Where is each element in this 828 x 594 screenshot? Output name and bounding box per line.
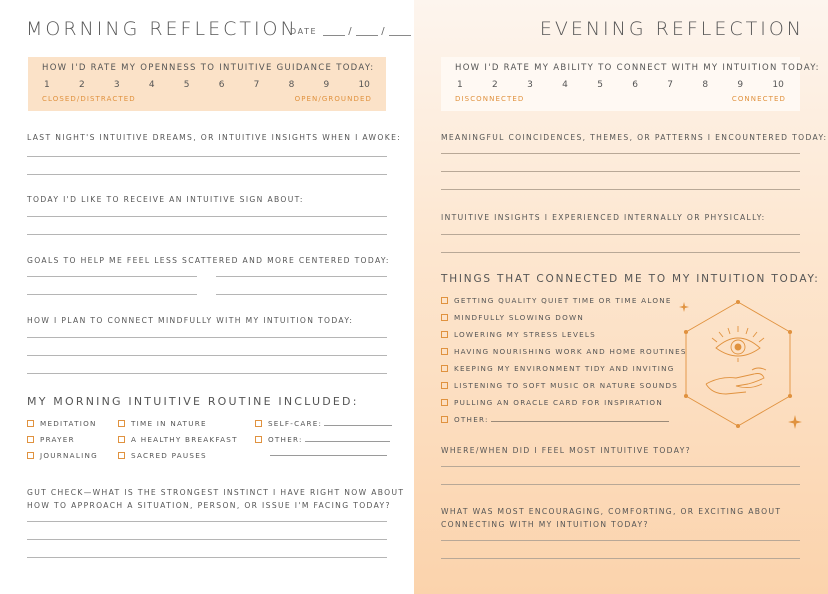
prompt-encouraging-line2: CONNECTING WITH MY INTUITION TODAY? bbox=[441, 520, 649, 529]
rating-option[interactable]: 10 bbox=[358, 80, 370, 90]
rating-option[interactable]: 8 bbox=[702, 80, 709, 90]
checkbox-label: LISTENING TO SOFT MUSIC OR NATURE SOUNDS bbox=[454, 381, 679, 390]
writing-line[interactable] bbox=[27, 174, 387, 175]
things-title: THINGS THAT CONNECTED ME TO MY INTUITION TODAY: bbox=[441, 273, 820, 285]
checkbox-routines[interactable] bbox=[441, 347, 687, 356]
checkbox-label: A HEALTHY BREAKFAST bbox=[131, 435, 238, 444]
rating-option[interactable]: 1 bbox=[457, 80, 463, 90]
checkbox-prayer[interactable] bbox=[27, 435, 75, 444]
rating-option[interactable]: 2 bbox=[492, 80, 498, 90]
date-label: DATE bbox=[290, 27, 318, 36]
rating-option[interactable]: 5 bbox=[597, 80, 603, 90]
checkbox-label: JOURNALING bbox=[40, 451, 98, 460]
checkbox-label: PULLING AN ORACLE CARD FOR INSPIRATION bbox=[454, 398, 663, 407]
rating-option[interactable]: 4 bbox=[148, 80, 155, 90]
rating-option[interactable]: 3 bbox=[527, 80, 533, 90]
rating-scale-ends bbox=[42, 95, 372, 103]
checkbox-icon[interactable] bbox=[27, 452, 34, 459]
writing-line[interactable] bbox=[27, 373, 387, 374]
rating-high-label: OPEN/GROUNDED bbox=[294, 95, 372, 103]
checkbox-label: SACRED PAUSES bbox=[131, 451, 207, 460]
writing-line[interactable] bbox=[441, 540, 800, 541]
writing-line[interactable] bbox=[27, 557, 387, 558]
writing-line[interactable] bbox=[27, 234, 387, 235]
writing-line[interactable] bbox=[27, 156, 387, 157]
checkbox-oracle-card[interactable] bbox=[441, 398, 663, 407]
rating-option[interactable]: 10 bbox=[772, 80, 784, 90]
writing-line[interactable] bbox=[216, 294, 387, 295]
page-title: EVENING REFLECTION bbox=[539, 18, 804, 40]
writing-line[interactable] bbox=[441, 466, 800, 467]
date-day-blank[interactable] bbox=[356, 27, 378, 36]
selfcare-blank[interactable] bbox=[324, 425, 392, 426]
other-blank-line[interactable] bbox=[270, 455, 387, 456]
checkbox-icon[interactable] bbox=[27, 420, 34, 427]
writing-line[interactable] bbox=[27, 276, 197, 277]
checkbox-other[interactable] bbox=[441, 415, 669, 424]
checkbox-stress[interactable] bbox=[441, 330, 596, 339]
checkbox-label: SELF-CARE: bbox=[268, 419, 323, 428]
rating-high-label: CONNECTED bbox=[731, 95, 786, 103]
checkbox-journaling[interactable] bbox=[27, 451, 98, 460]
rating-option[interactable]: 6 bbox=[218, 80, 225, 90]
four-point-star-icon bbox=[788, 415, 802, 429]
rating-option[interactable]: 7 bbox=[253, 80, 260, 90]
writing-line[interactable] bbox=[441, 189, 800, 190]
four-point-star-icon bbox=[679, 302, 689, 312]
rating-question: HOW I'D RATE MY OPENNESS TO INTUITIVE GUIDANCE TODAY: bbox=[42, 63, 375, 73]
writing-line[interactable] bbox=[441, 558, 800, 559]
checkbox-slowing-down[interactable] bbox=[441, 313, 584, 322]
checkbox-selfcare[interactable] bbox=[255, 419, 392, 428]
checkbox-icon[interactable] bbox=[255, 436, 262, 443]
writing-line[interactable] bbox=[27, 539, 387, 540]
rating-low-label: DISCONNECTED bbox=[455, 95, 525, 103]
checkbox-label: KEEPING MY ENVIRONMENT TIDY AND INVITING bbox=[454, 364, 675, 373]
prompt-goals: GOALS TO HELP ME FEEL LESS SCATTERED AND MORE CENTERED TODAY: bbox=[27, 256, 390, 265]
writing-line[interactable] bbox=[441, 252, 800, 253]
connection-rating-scale bbox=[441, 57, 820, 111]
routine-title: MY MORNING INTUITIVE ROUTINE INCLUDED: bbox=[27, 395, 359, 408]
checkbox-label: GETTING QUALITY QUIET TIME OR TIME ALONE bbox=[454, 296, 672, 305]
prompt-where-when: WHERE/WHEN DID I FEEL MOST INTUITIVE TODAY? bbox=[441, 446, 692, 455]
checkbox-label: LOWERING MY STRESS LEVELS bbox=[454, 330, 596, 339]
prompt-insights: INTUITIVE INSIGHTS I EXPERIENCED INTERNALLY OR PHYSICALLY: bbox=[441, 213, 766, 222]
rating-option[interactable]: 2 bbox=[78, 80, 85, 90]
checkbox-icon[interactable] bbox=[118, 452, 125, 459]
prompt-encouraging-line1: WHAT WAS MOST ENCOURAGING, COMFORTING, OR EXCITING ABOUT bbox=[441, 507, 782, 516]
checkbox-nature[interactable] bbox=[118, 419, 207, 428]
date-separator: / bbox=[381, 26, 387, 37]
prompt-plan: HOW I PLAN TO CONNECT MINDFULLY WITH MY INTUITION TODAY: bbox=[27, 316, 354, 325]
prompt-gut-check-line1: GUT CHECK—WHAT IS THE STRONGEST INSTINCT I HAVE RIGHT NOW ABOUT bbox=[27, 488, 405, 497]
checkbox-icon[interactable] bbox=[441, 416, 448, 423]
rating-option[interactable]: 1 bbox=[44, 80, 50, 90]
rating-option[interactable]: 5 bbox=[183, 80, 190, 90]
checkbox-label: PRAYER bbox=[40, 435, 75, 444]
date-field[interactable] bbox=[290, 27, 413, 36]
rating-option[interactable]: 9 bbox=[737, 80, 744, 90]
checkbox-breakfast[interactable] bbox=[118, 435, 238, 444]
writing-line[interactable] bbox=[216, 276, 387, 277]
checkbox-icon[interactable] bbox=[441, 399, 448, 406]
prompt-sign: TODAY I'D LIKE TO RECEIVE AN INTUITIVE SIGN ABOUT: bbox=[27, 195, 304, 204]
writing-line[interactable] bbox=[27, 294, 197, 295]
checkbox-quiet-time[interactable] bbox=[441, 296, 672, 305]
checkbox-icon[interactable] bbox=[441, 297, 448, 304]
rating-numbers bbox=[42, 80, 372, 90]
checkbox-label: OTHER: bbox=[268, 435, 303, 444]
date-separator: / bbox=[348, 26, 354, 37]
other-blank[interactable] bbox=[491, 421, 669, 422]
checkbox-label: OTHER: bbox=[454, 415, 489, 424]
checkbox-environment[interactable] bbox=[441, 364, 675, 373]
checkbox-icon[interactable] bbox=[441, 348, 448, 355]
hexagon-eye-hand-icon bbox=[676, 298, 800, 434]
checkbox-icon[interactable] bbox=[118, 436, 125, 443]
writing-line[interactable] bbox=[441, 171, 800, 172]
checkbox-icon[interactable] bbox=[255, 420, 262, 427]
prompt-gut-check-line2: HOW TO APPROACH A SITUATION, PERSON, OR ISSUE I'M FACING TODAY? bbox=[27, 501, 391, 510]
checkbox-label: TIME IN NATURE bbox=[131, 419, 207, 428]
checkbox-label: MINDFULLY SLOWING DOWN bbox=[454, 313, 584, 322]
checkbox-icon[interactable] bbox=[118, 420, 125, 427]
checkbox-icon[interactable] bbox=[441, 314, 448, 321]
checkbox-icon[interactable] bbox=[27, 436, 34, 443]
writing-line[interactable] bbox=[27, 216, 387, 217]
checkbox-other[interactable] bbox=[255, 435, 390, 444]
rating-option[interactable]: 9 bbox=[323, 80, 330, 90]
checkbox-meditation[interactable] bbox=[27, 419, 97, 428]
checkbox-icon[interactable] bbox=[441, 365, 448, 372]
other-blank[interactable] bbox=[305, 441, 390, 442]
page-title: MORNING REFLECTION bbox=[26, 18, 298, 40]
prompt-dreams: LAST NIGHT'S INTUITIVE DREAMS, OR INTUITIVE INSIGHTS WHEN I AWOKE: bbox=[27, 133, 402, 142]
date-month-blank[interactable] bbox=[323, 27, 345, 36]
writing-line[interactable] bbox=[27, 337, 387, 338]
checkbox-music[interactable] bbox=[441, 381, 678, 390]
checkbox-icon[interactable] bbox=[441, 331, 448, 338]
checkbox-label: MEDITATION bbox=[40, 419, 97, 428]
rating-numbers bbox=[455, 80, 786, 90]
checkbox-icon[interactable] bbox=[441, 382, 448, 389]
checkbox-label: HAVING NOURISHING WORK AND HOME ROUTINES bbox=[454, 347, 687, 356]
writing-line[interactable] bbox=[27, 355, 387, 356]
rating-option[interactable]: 4 bbox=[562, 80, 568, 90]
openness-rating-scale bbox=[28, 57, 386, 111]
rating-option[interactable]: 8 bbox=[288, 80, 295, 90]
prompt-coincidences: MEANINGFUL COINCIDENCES, THEMES, OR PATTERNS I ENCOUNTERED TODAY: bbox=[441, 133, 828, 142]
date-year-blank[interactable] bbox=[389, 27, 411, 36]
writing-line[interactable] bbox=[441, 484, 800, 485]
rating-question: HOW I'D RATE MY ABILITY TO CONNECT WITH MY INTUITION TODAY: bbox=[455, 63, 820, 73]
rating-option[interactable]: 3 bbox=[113, 80, 120, 90]
rating-option[interactable]: 6 bbox=[632, 80, 638, 90]
writing-line[interactable] bbox=[441, 234, 800, 235]
rating-low-label: CLOSED/DISTRACTED bbox=[42, 95, 136, 103]
rating-option[interactable]: 7 bbox=[667, 80, 674, 90]
rating-scale-ends bbox=[455, 95, 786, 103]
checkbox-sacred-pauses[interactable] bbox=[118, 451, 207, 460]
writing-line[interactable] bbox=[27, 521, 387, 522]
writing-line[interactable] bbox=[441, 153, 800, 154]
